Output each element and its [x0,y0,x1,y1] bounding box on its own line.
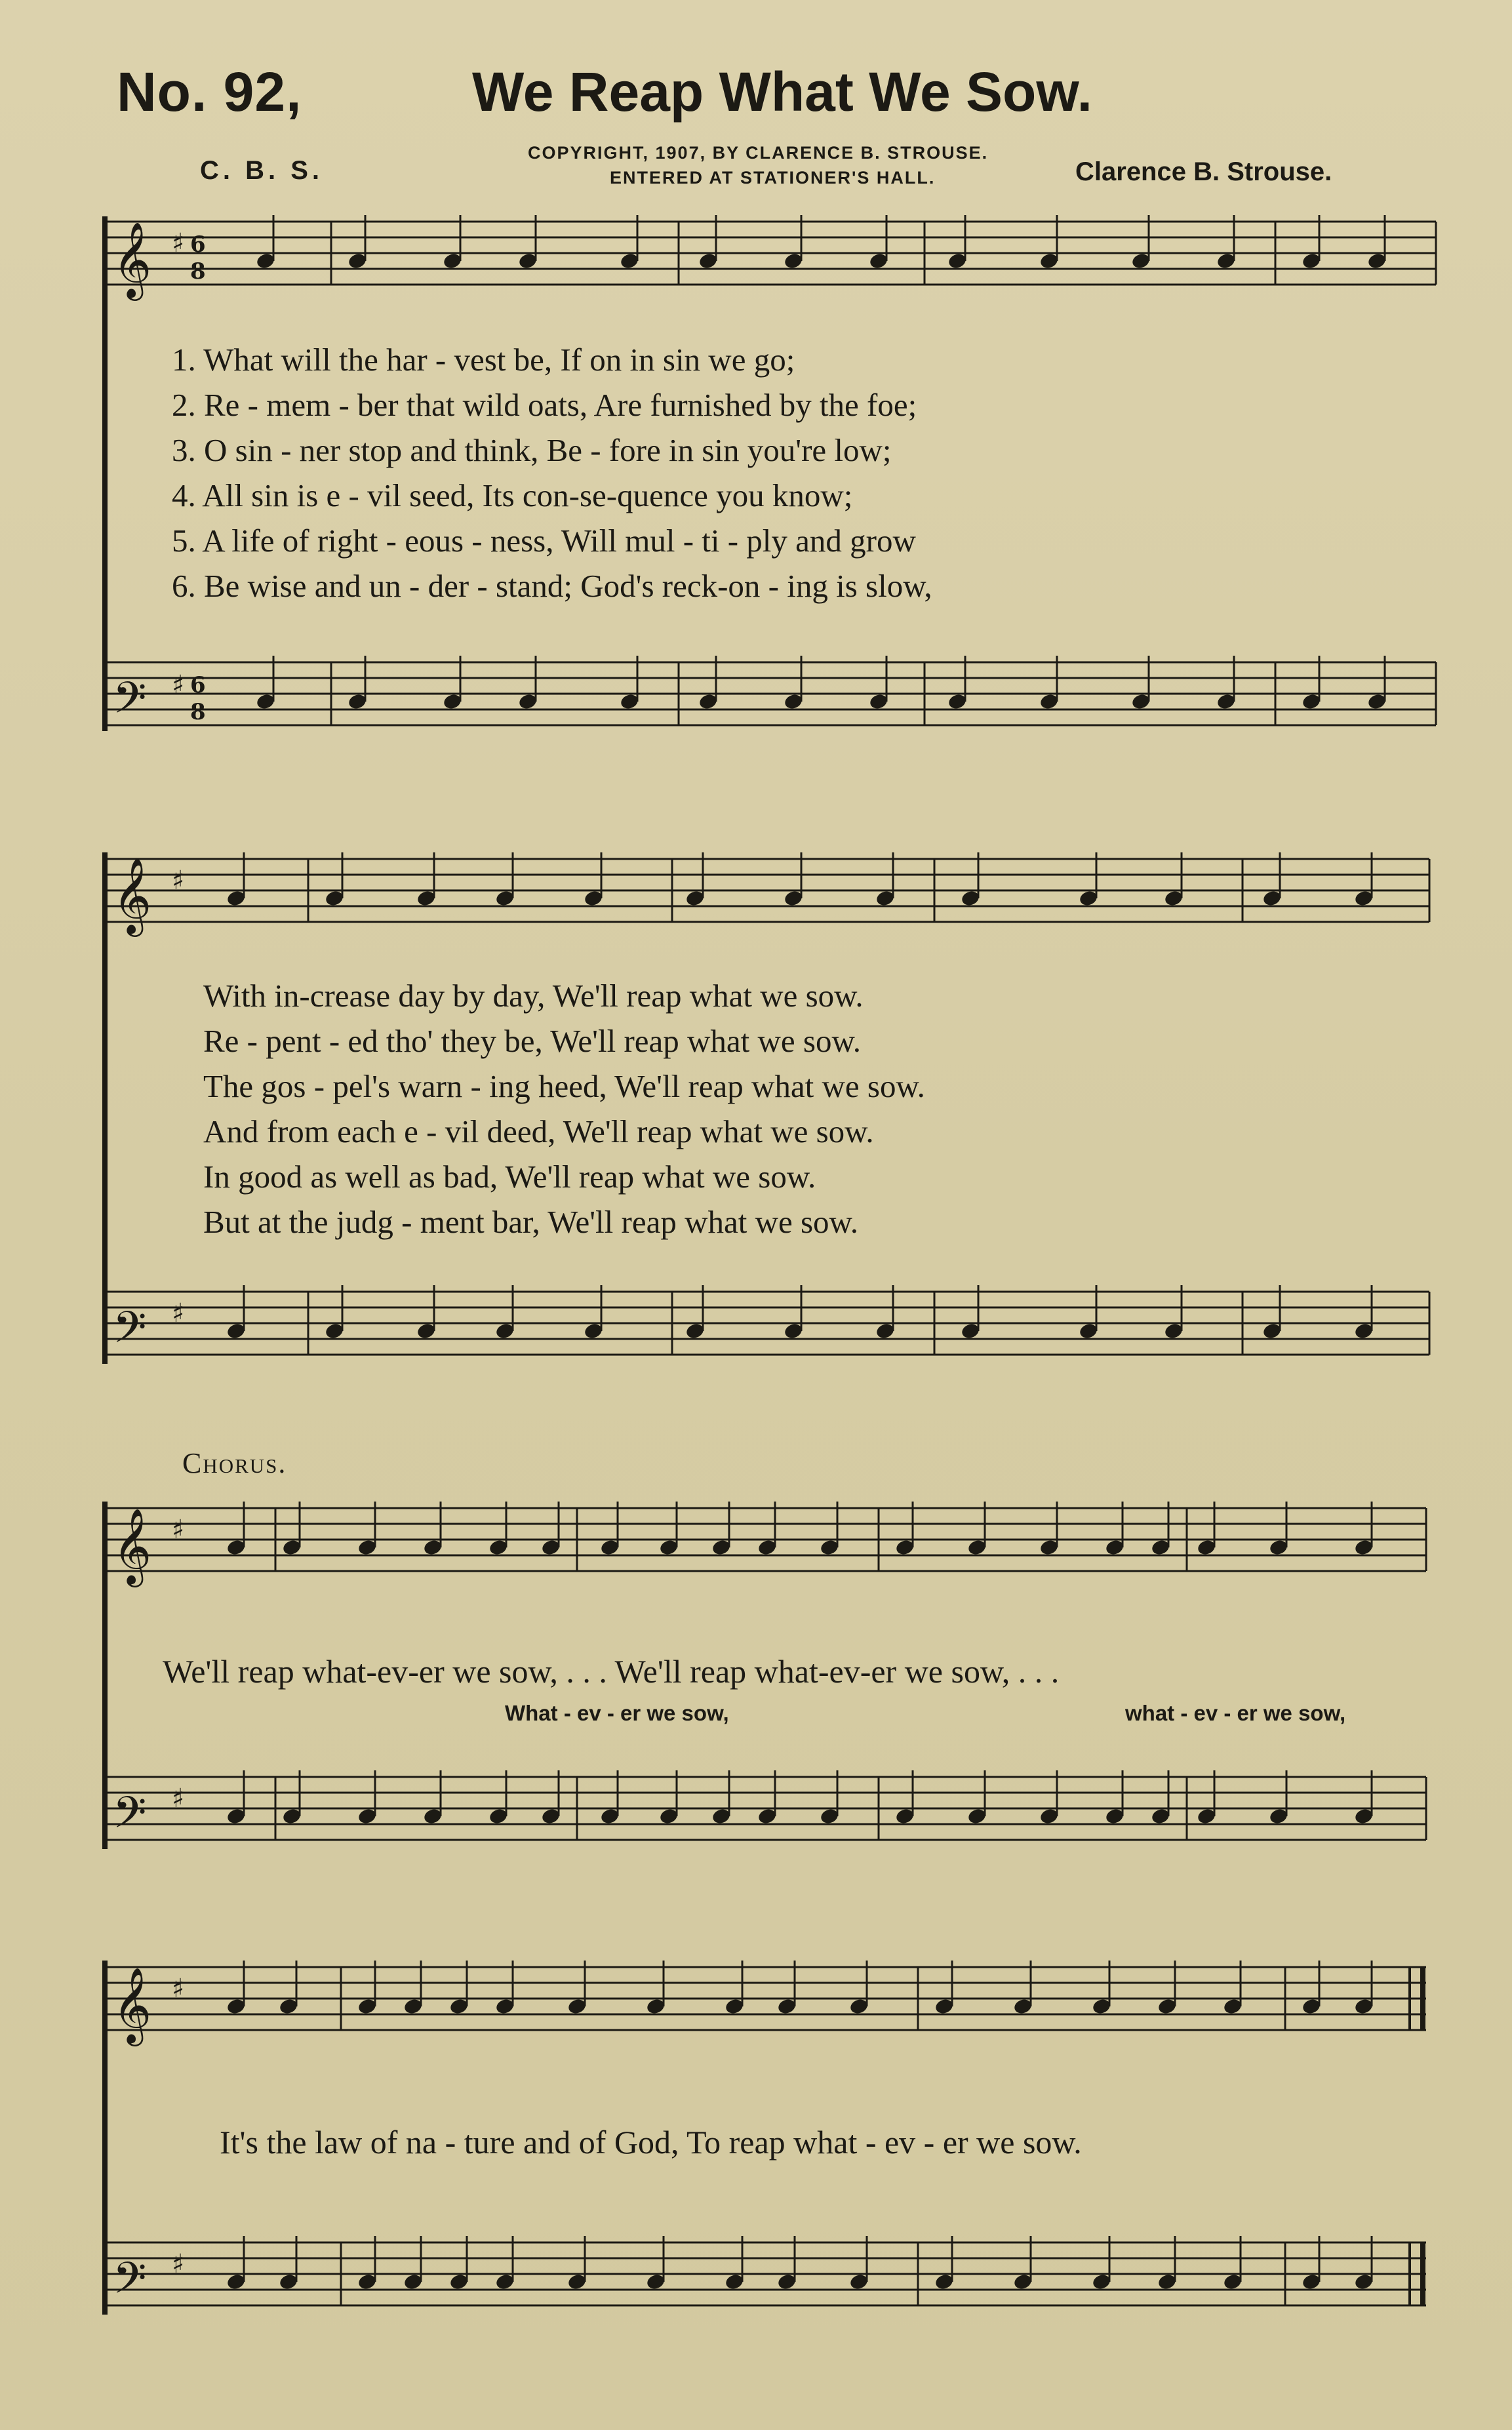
verses_part1-line: 2. Re - mem - ber that wild oats, Are furnished by the foe; [172,387,917,423]
verses_part1-line: 3. O sin - ner stop and think, Be - fore in sin you're low; [172,432,892,468]
chorus-bass-echo-2: what - ev - er we sow, [1125,1701,1346,1725]
chorus-bass-echo-1: What - ev - er we sow, [505,1701,729,1725]
verses_part1-line: 5. A life of right - eous - ness, Will mul - ti - ply and grow [172,523,916,559]
bass-clef-icon: 𝄢 [113,2253,147,2314]
verses_part2-line: The gos - pel's warn - ing heed, We'll reap what we sow. [203,1068,925,1104]
system-4-bass-staff [105,2242,1426,2305]
verses_part1-line: 6. Be wise and un - der - stand; God's reck-on - ing is slow, [172,568,932,604]
svg-text:♯: ♯ [172,669,185,700]
svg-text:♯: ♯ [172,1973,185,2004]
verses_part2-line: But at the judg - ment bar, We'll reap what we sow. [203,1204,858,1240]
chorus-label: Chorus. [182,1447,287,1479]
lyricist-initials: C. B. S. [200,156,324,185]
bass-clef-icon: 𝄢 [113,1787,147,1848]
svg-text:8: 8 [190,258,206,285]
svg-text:♯: ♯ [172,2248,185,2279]
svg-text:♯: ♯ [172,865,185,896]
verses_part2-line: And from each e - vil deed, We'll reap what we sow. [203,1113,874,1149]
system-4-treble-staff [105,1967,1426,2030]
hymn-number: No. 92, [117,61,302,123]
chorus-line-1: We'll reap what-ev-er we sow, . . . We'll reap what-ev-er we sow, . . . [163,1653,1060,1690]
copyright-line-1: COPYRIGHT, 1907, BY CLARENCE B. STROUSE. [528,143,989,163]
bass-clef-icon: 𝄢 [113,1302,147,1363]
treble-clef-icon: 𝄞 [113,221,152,298]
svg-text:♯: ♯ [172,1514,185,1545]
bass-clef-icon: 𝄢 [113,673,147,734]
verses_part2-line: Re - pent - ed tho' they be, We'll reap what we sow. [203,1023,861,1059]
system-2-bass-staff [105,1292,1429,1355]
system-2-treble-staff [105,859,1429,922]
copyright-line-2: ENTERED AT STATIONER'S HALL. [610,168,936,188]
chorus-line-2: It's the law of na - ture and of God, To reap what - ev - er we sow. [220,2124,1082,2161]
system-3-bass-staff [105,1777,1426,1840]
svg-text:♯: ♯ [172,1298,185,1328]
svg-text:♯: ♯ [172,1783,185,1814]
treble-clef-icon: 𝄞 [113,1507,152,1584]
treble-clef-icon: 𝄞 [113,1966,152,2043]
verses_part1-line: 1. What will the har - vest be, If on in sin we go; [172,342,795,378]
system-1-treble-staff [105,222,1436,285]
svg-text:6: 6 [190,231,206,258]
verses_part2-line: With in-crease day by day, We'll reap what we sow. [203,978,864,1014]
svg-text:♯: ♯ [172,228,185,258]
verses_part1-line: 4. All sin is e - vil seed, Its con-se-quence you know; [172,477,853,513]
composer-credit: Clarence B. Strouse. [1075,157,1332,186]
verses_part2-line: In good as well as bad, We'll reap what we sow. [203,1159,816,1195]
svg-text:6: 6 [190,672,206,698]
hymn-title: We Reap What We Sow. [472,61,1092,123]
svg-text:8: 8 [190,699,206,725]
system-1-bass-staff [105,662,1436,725]
system-3-treble-staff [105,1508,1426,1571]
treble-clef-icon: 𝄞 [113,857,152,934]
